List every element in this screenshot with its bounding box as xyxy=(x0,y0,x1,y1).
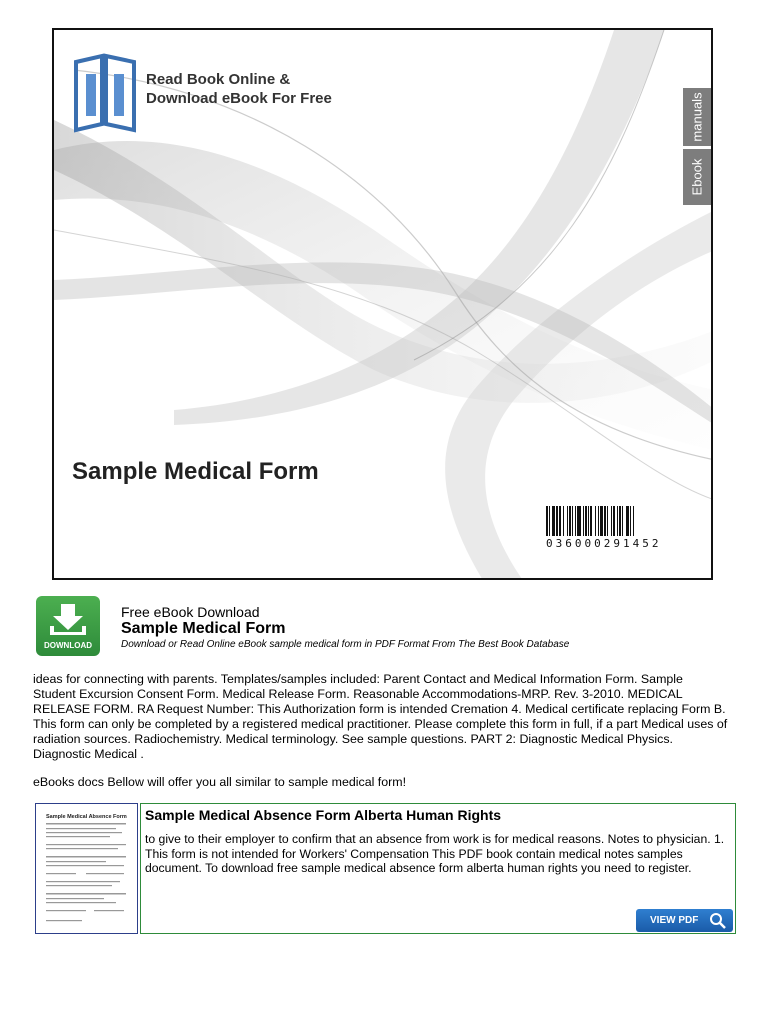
tab-manuals[interactable] xyxy=(683,88,711,146)
free-ebook-label: Free eBook Download xyxy=(121,604,260,620)
thumb-heading: Sample Medical Absence Form xyxy=(46,814,127,820)
barcode-bars xyxy=(546,506,704,536)
magnifier-icon xyxy=(709,912,727,930)
view-pdf-label: VIEW PDF xyxy=(650,915,699,926)
description-paragraph: ideas for connecting with parents. Templates/samples included: Parent Contact and Medical Information Form. Sample Student Excursion Consent Form. Medical Release Form. Reasonable Accommodations-MRP. Rev. 3-2010. MEDICAL RELEASE FORM. RA Request Number: This Authorization form is intended Cremation 4. Medical certificate replacing Form B. This form can only be completed by a registered medical practitioner. Please complete this form in full, if a part Medical uses of radiation sources. Radiochemistry. Medical terminology. See sample questions. PART 2: Diagnostic Medical Physics. Diagnostic Medical . xyxy=(33,672,728,761)
download-badge[interactable] xyxy=(36,596,100,656)
result-title[interactable]: Sample Medical Absence Form Alberta Human Rights xyxy=(145,807,502,823)
download-badge-label: DOWNLOAD xyxy=(44,641,92,650)
document-thumbnail-icon xyxy=(36,804,137,933)
barcode-number: 036000291452 xyxy=(546,537,662,550)
download-arrow-icon xyxy=(48,602,88,636)
view-pdf-button[interactable] xyxy=(636,909,733,932)
logo-line-2: Download eBook For Free xyxy=(146,90,332,107)
tab-ebook[interactable] xyxy=(683,149,711,205)
book-cover xyxy=(52,28,713,580)
tab-manuals-label: manuals xyxy=(689,92,705,142)
result-thumbnail[interactable] xyxy=(35,803,138,934)
result-card xyxy=(140,803,736,934)
barcode-bar xyxy=(634,506,635,536)
tab-ebook-label: Ebook xyxy=(689,158,705,196)
ebook-title: Sample Medical Form xyxy=(121,620,286,637)
book-logo-icon xyxy=(72,52,142,134)
ebook-subtitle: Download or Read Online eBook sample medical form in PDF Format From The Best Book Database xyxy=(121,639,570,650)
similar-ebooks-text: eBooks docs Bellow will offer you all similar to sample medical form! xyxy=(33,775,407,789)
abstract-waves-background xyxy=(54,30,713,580)
logo-text xyxy=(146,70,332,108)
side-tabs xyxy=(683,88,711,208)
logo-line-1: Read Book Online & xyxy=(146,71,291,88)
result-description: to give to their employer to confirm that an absence from work is for medical reasons. Notes to physician. 1. This form is not intended for Workers' Compensation This PDF book contain medical notes samples document. To download free sample medical absence form alberta human rights you need to register. xyxy=(145,832,725,875)
barcode xyxy=(546,506,704,548)
cover-title: Sample Medical Form xyxy=(72,458,319,485)
